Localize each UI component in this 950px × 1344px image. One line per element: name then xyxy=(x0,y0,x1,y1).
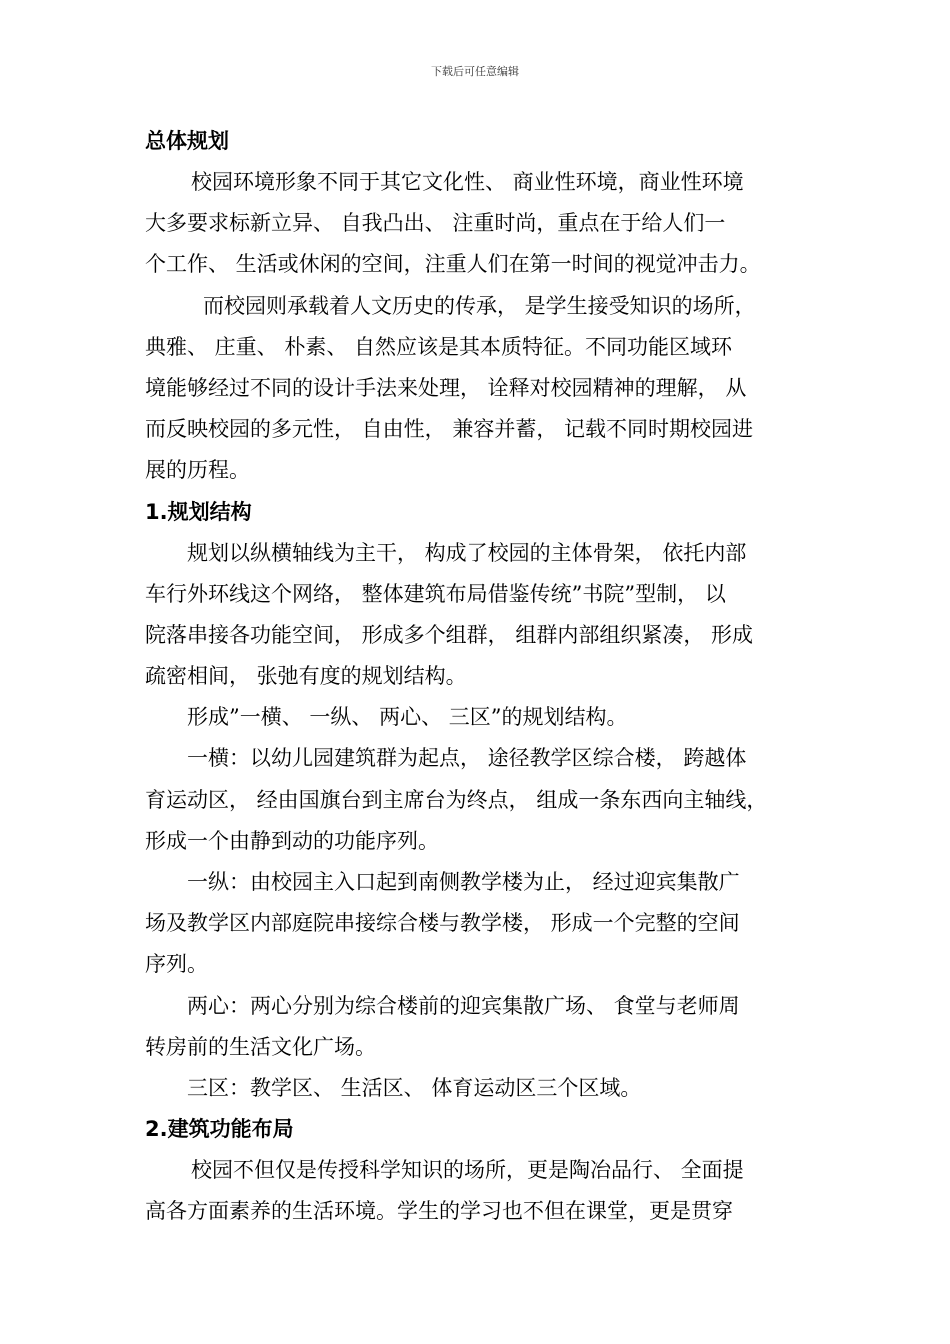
text-line: 大多要求标新立异、 自我凸出、 注重时尚，重点在于给人们一 xyxy=(145,211,726,236)
text-line: 两心：两心分别为综合楼前的迎宾集散广场、 食堂与老师周 xyxy=(187,993,740,1018)
text-line: 形成一个由静到动的功能序列。 xyxy=(145,828,439,853)
paragraph-vertical-axis xyxy=(145,862,810,986)
paragraph-two-centers xyxy=(145,986,810,1068)
subsection-title-building-layout: 2.建筑功能布局 xyxy=(145,1117,294,1142)
text-line: 校园环境形象不同于其它文化性、 商业性环境，商业性环境 xyxy=(191,170,744,194)
text-line: 转房前的生活文化广场。 xyxy=(145,1034,376,1059)
text-line: 而校园则承载着人文历史的传承， 是学生接受知识的场所， xyxy=(203,293,756,318)
text-line: 序列。 xyxy=(145,952,208,977)
paragraph-intro xyxy=(145,162,810,286)
text-line: 一横：以幼儿园建筑群为起点， 途径教学区综合楼， 跨越体 xyxy=(187,746,747,771)
text-line: 规划以纵横轴线为主干， 构成了校园的主体骨架， 依托内部 xyxy=(187,540,747,565)
document-body xyxy=(145,121,810,1233)
text-line: 高各方面素养的生活环境。学生的学习也不但在课堂，更是贯穿 xyxy=(145,1199,733,1224)
text-line: 而反映校园的多元性， 自由性， 兼容并蓄， 记载不同时期校园进 xyxy=(145,417,754,442)
page-header: 下载后可任意编辑 xyxy=(431,65,519,78)
section-title: 总体规划 xyxy=(145,129,229,153)
text-line: 形成”一横、 一纵、 两心、 三区”的规划结构。 xyxy=(187,705,628,730)
paragraph-three-zones xyxy=(145,1068,810,1109)
text-line: 校园不但仅是传授科学知识的场所，更是陶冶品行、 全面提 xyxy=(191,1158,744,1183)
text-line: 疏密相间， 张弛有度的规划结构。 xyxy=(145,664,467,689)
text-line: 一纵：由校园主入口起到南侧教学楼为止， 经过迎宾集散广 xyxy=(187,870,740,894)
text-line: 典雅、 庄重、 朴素、 自然应该是其本质特征。不同功能区域环 xyxy=(145,334,733,359)
text-line: 院落串接各功能空间， 形成多个组群， 组群内部组织紧凑， 形成 xyxy=(145,622,754,647)
paragraph-campus xyxy=(145,286,810,492)
text-line: 境能够经过不同的设计手法来处理， 诠释对校园精神的理解， 从 xyxy=(145,375,747,400)
text-line: 场及教学区内部庭院串接综合楼与教学楼， 形成一个完整的空间 xyxy=(145,911,740,936)
subsection-title-planning-structure: 1.规划结构 xyxy=(145,499,252,524)
text-line: 车行外环线这个网络， 整体建筑布局借鉴传统”书院”型制， 以 xyxy=(145,581,726,606)
text-line: 三区：教学区、 生活区、 体育运动区三个区域。 xyxy=(187,1075,642,1100)
text-line: 育运动区， 经由国旗台到主席台为终点， 组成一条东西向主轴线， xyxy=(145,787,768,812)
paragraph-planning xyxy=(145,533,810,698)
paragraph-building-layout xyxy=(145,1150,810,1232)
text-line: 展的历程。 xyxy=(145,458,250,483)
paragraph-horizontal-axis xyxy=(145,738,810,862)
paragraph-structure-summary xyxy=(145,697,810,738)
text-line: 个工作、 生活或休闲的空间，注重人们在第一时间的视觉冲击力。 xyxy=(145,252,761,277)
